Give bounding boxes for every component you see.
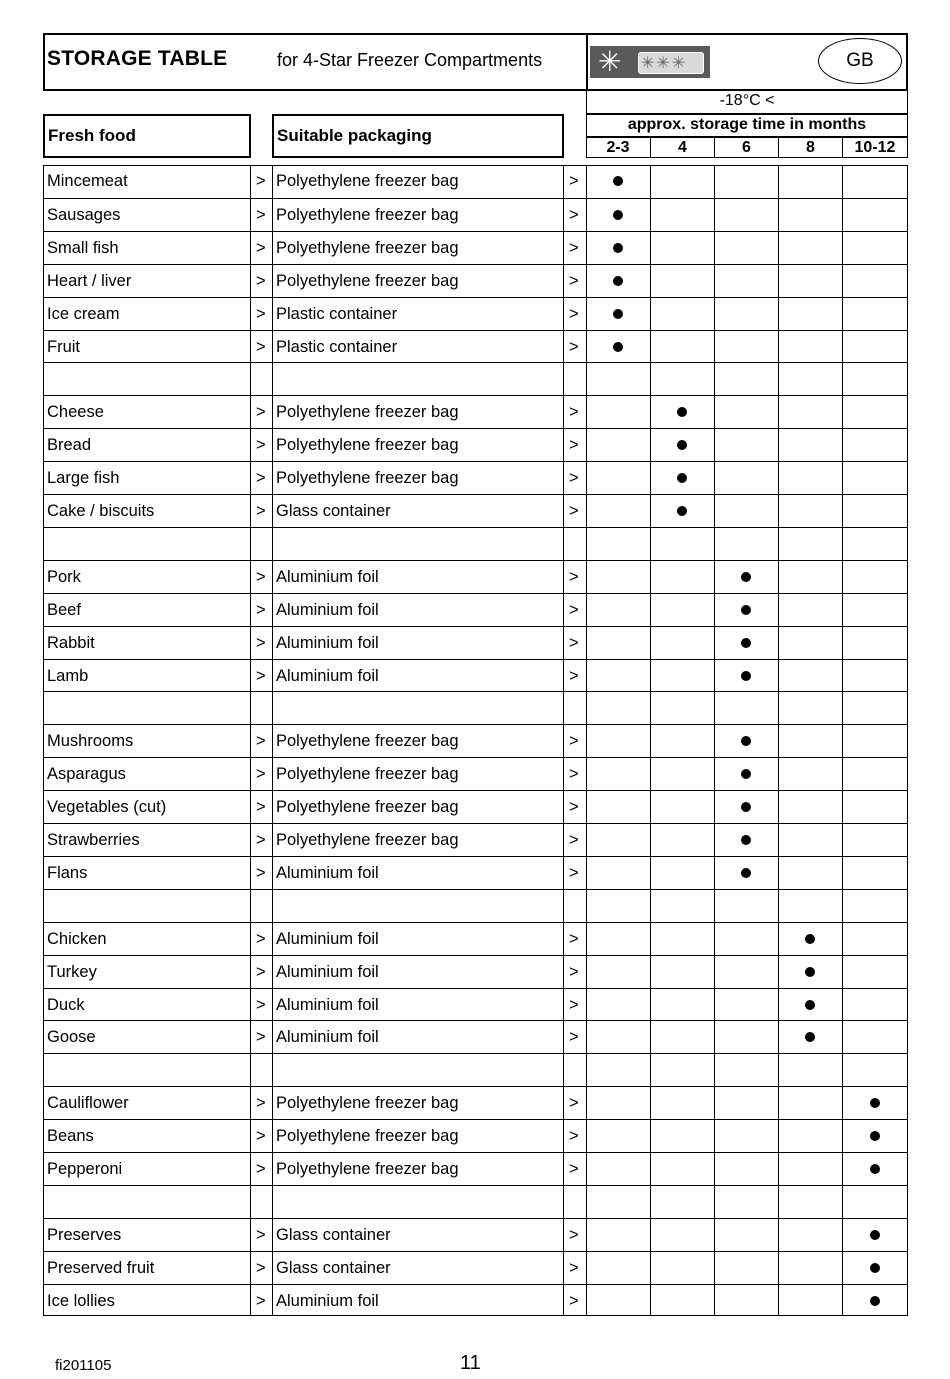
packaging-name: Glass container (276, 1258, 391, 1277)
storage-time-dot (741, 638, 751, 648)
arrow-marker: > (569, 271, 579, 290)
month-column-header: 4 (650, 137, 714, 158)
table-row (43, 626, 908, 659)
arrow-marker: > (569, 567, 579, 586)
arrow-marker: > (256, 1160, 266, 1178)
arrow-marker: > (256, 929, 266, 948)
arrow-marker: > (256, 666, 266, 685)
month-column-header: 10-12 (842, 137, 907, 158)
arrow-marker: > (569, 633, 579, 652)
arrow-marker: > (256, 1225, 266, 1244)
storage-time-dot (677, 407, 687, 417)
storage-time-dot (613, 210, 623, 220)
arrow-marker: > (256, 765, 266, 784)
table-row (43, 1119, 908, 1152)
table-row (43, 165, 908, 198)
header-divider (586, 35, 588, 91)
table-row (43, 691, 908, 724)
food-name: Preserved fruit (47, 1258, 155, 1277)
table-row (43, 527, 908, 560)
arrow-marker: > (256, 1291, 266, 1310)
arrow-marker: > (569, 929, 579, 948)
table-row (43, 1251, 908, 1284)
arrow-marker: > (256, 403, 266, 422)
packaging-name: Plastic container (276, 304, 398, 323)
food-name: Cheese (47, 403, 104, 422)
arrow-marker: > (256, 633, 266, 652)
arrow-marker: > (569, 436, 579, 455)
table-row (43, 889, 908, 922)
food-name: Vegetables (cut) (47, 798, 167, 817)
storage-time-dot (677, 506, 687, 516)
storage-time-dot (805, 1032, 815, 1042)
arrow-marker: > (256, 1028, 266, 1047)
storage-time-dot (870, 1263, 880, 1273)
country-code: GB (846, 50, 874, 71)
table-row (43, 362, 908, 395)
arrow-marker: > (569, 1028, 579, 1047)
storage-time-dot (613, 243, 623, 253)
arrow-marker: > (256, 337, 266, 356)
arrow-marker: > (256, 567, 266, 586)
packaging-name: Polyethylene freezer bag (276, 469, 459, 488)
table-row (43, 1020, 908, 1053)
packaging-name: Polyethylene freezer bag (276, 436, 459, 455)
food-name: Lamb (47, 666, 89, 685)
storage-time-dot (741, 605, 751, 615)
page-title: STORAGE TABLE (47, 47, 228, 70)
arrow-marker: > (256, 436, 266, 455)
packaging-name: Aluminium foil (276, 633, 379, 652)
table-row (43, 955, 908, 988)
table-row (43, 1053, 908, 1086)
storage-time-dot (870, 1131, 880, 1141)
month-column-header: 6 (714, 137, 778, 158)
food-name: Large fish (47, 469, 120, 488)
food-name: Mincemeat (47, 172, 128, 190)
storage-time-dot (870, 1098, 880, 1108)
packaging-name: Aluminium foil (276, 1291, 379, 1310)
food-name: Mushrooms (47, 732, 134, 751)
storage-time-dot (677, 473, 687, 483)
page-number: 11 (460, 1352, 481, 1374)
arrow-marker: > (569, 172, 579, 190)
arrow-marker: > (256, 600, 266, 619)
storage-time-dot (741, 769, 751, 779)
storage-time-label: approx. storage time in months (627, 116, 867, 133)
packaging-name: Aluminium foil (276, 600, 379, 619)
arrow-marker: > (256, 1094, 266, 1113)
fresh-food-header: Fresh food (43, 114, 251, 158)
table-row (43, 724, 908, 757)
page-subtitle: for 4-Star Freezer Compartments (277, 50, 543, 70)
food-name: Beef (47, 600, 81, 619)
arrow-marker: > (569, 304, 579, 323)
table-row (43, 823, 908, 856)
arrow-marker: > (569, 831, 579, 849)
packaging-name: Aluminium foil (276, 567, 379, 586)
food-name: Rabbit (47, 633, 95, 652)
food-name: Chicken (47, 929, 107, 948)
arrow-marker: > (256, 962, 266, 981)
storage-time-dot (741, 802, 751, 812)
arrow-marker: > (569, 238, 579, 257)
table-row (43, 1185, 908, 1218)
arrow-marker: > (569, 1094, 579, 1113)
packaging-name: Polyethylene freezer bag (276, 271, 459, 290)
packaging-name: Glass container (276, 502, 391, 520)
packaging-name: Aluminium foil (276, 1028, 379, 1047)
arrow-marker: > (256, 238, 266, 257)
food-name: Fruit (47, 337, 80, 356)
arrow-marker: > (256, 995, 266, 1014)
arrow-marker: > (569, 863, 579, 882)
table-row (43, 593, 908, 626)
food-name: Pork (47, 567, 81, 586)
storage-time-dot (741, 736, 751, 746)
storage-time-dot (805, 967, 815, 977)
packaging-name: Aluminium foil (276, 995, 379, 1014)
arrow-marker: > (256, 732, 266, 751)
packaging-name: Aluminium foil (276, 666, 379, 685)
arrow-marker: > (256, 205, 266, 224)
storage-time-dot (677, 440, 687, 450)
arrow-marker: > (256, 831, 266, 849)
table-row (43, 757, 908, 790)
food-name: Ice cream (47, 304, 120, 323)
table-row (43, 1152, 908, 1185)
arrow-marker: > (569, 337, 579, 356)
temperature-label: -18°C < (719, 92, 775, 109)
table-row (43, 428, 908, 461)
table-row (43, 395, 908, 428)
food-name: Small fish (47, 238, 119, 257)
table-row (43, 922, 908, 955)
packaging-name: Aluminium foil (276, 962, 379, 981)
arrow-marker: > (256, 1258, 266, 1277)
arrow-marker: > (569, 666, 579, 685)
table-row (43, 1284, 908, 1317)
packaging-header: Suitable packaging (272, 114, 564, 158)
packaging-name: Polyethylene freezer bag (276, 172, 459, 190)
arrow-marker: > (256, 172, 266, 190)
food-name: Cauliflower (47, 1094, 129, 1113)
table-row (43, 1086, 908, 1119)
food-name: Strawberries (47, 831, 140, 849)
food-name: Preserves (47, 1225, 122, 1244)
divider (586, 113, 908, 115)
arrow-marker: > (569, 995, 579, 1014)
big-star-icon: ✳ (598, 45, 622, 78)
table-row (43, 494, 908, 527)
small-stars-icon: ✳✳✳ (641, 53, 688, 72)
arrow-marker: > (569, 1127, 579, 1146)
packaging-name: Glass container (276, 1225, 391, 1244)
packaging-name: Polyethylene freezer bag (276, 798, 459, 817)
arrow-marker: > (256, 1127, 266, 1146)
food-name: Duck (47, 995, 85, 1014)
food-name: Beans (47, 1127, 94, 1146)
food-name: Cake / biscuits (47, 502, 155, 520)
food-name: Flans (47, 863, 88, 882)
packaging-name: Polyethylene freezer bag (276, 238, 459, 257)
storage-time-dot (805, 1000, 815, 1010)
arrow-marker: > (256, 304, 266, 323)
arrow-marker: > (256, 863, 266, 882)
storage-time-dot (613, 342, 623, 352)
table-row (43, 264, 908, 297)
table-row (43, 231, 908, 264)
table-row (43, 560, 908, 593)
packaging-name: Polyethylene freezer bag (276, 403, 459, 422)
table-row (43, 659, 908, 692)
storage-time-dot (741, 835, 751, 845)
table-row (43, 1218, 908, 1251)
storage-time-dot (870, 1230, 880, 1240)
arrow-marker: > (569, 798, 579, 817)
arrow-marker: > (569, 962, 579, 981)
packaging-name: Polyethylene freezer bag (276, 1127, 459, 1146)
arrow-marker: > (569, 600, 579, 619)
food-name: Turkey (47, 962, 97, 981)
arrow-marker: > (569, 1225, 579, 1244)
storage-time-dot (613, 176, 623, 186)
storage-time-dot (613, 309, 623, 319)
arrow-marker: > (569, 469, 579, 488)
table-row (43, 297, 908, 330)
arrow-marker: > (569, 1160, 579, 1178)
packaging-name: Polyethylene freezer bag (276, 1160, 459, 1178)
food-name: Sausages (47, 205, 121, 224)
packaging-name: Aluminium foil (276, 929, 379, 948)
arrow-marker: > (569, 1291, 579, 1310)
table-row (43, 330, 908, 363)
storage-time-dot (870, 1296, 880, 1306)
packaging-name: Polyethylene freezer bag (276, 1094, 459, 1113)
arrow-marker: > (569, 732, 579, 751)
arrow-marker: > (569, 502, 579, 520)
food-name: Pepperoni (47, 1160, 123, 1178)
packaging-name: Plastic container (276, 337, 398, 356)
table-row (43, 790, 908, 823)
arrow-marker: > (256, 502, 266, 520)
food-name: Goose (47, 1028, 96, 1047)
packaging-name: Polyethylene freezer bag (276, 831, 459, 849)
packaging-name: Polyethylene freezer bag (276, 732, 459, 751)
storage-time-dot (805, 934, 815, 944)
arrow-marker: > (569, 403, 579, 422)
storage-time-dot (741, 868, 751, 878)
food-name: Heart / liver (47, 271, 132, 290)
arrow-marker: > (256, 271, 266, 290)
arrow-marker: > (256, 798, 266, 817)
storage-time-dot (613, 276, 623, 286)
table-row (43, 198, 908, 231)
table-row (43, 461, 908, 494)
arrow-marker: > (569, 765, 579, 784)
arrow-marker: > (569, 205, 579, 224)
packaging-name: Aluminium foil (276, 863, 379, 882)
table-row (43, 856, 908, 889)
food-name: Bread (47, 436, 92, 455)
food-name: Ice lollies (47, 1291, 115, 1310)
arrow-marker: > (256, 469, 266, 488)
table-row (43, 988, 908, 1021)
storage-time-dot (741, 572, 751, 582)
storage-time-dot (870, 1164, 880, 1174)
month-column-header: 2-3 (606, 139, 630, 156)
arrow-marker: > (569, 1258, 579, 1277)
document-code: fi201105 (55, 1357, 112, 1374)
food-name: Asparagus (47, 765, 126, 784)
packaging-name: Polyethylene freezer bag (276, 765, 459, 784)
packaging-name: Polyethylene freezer bag (276, 205, 459, 224)
storage-time-dot (741, 671, 751, 681)
month-column-header: 8 (778, 137, 842, 158)
